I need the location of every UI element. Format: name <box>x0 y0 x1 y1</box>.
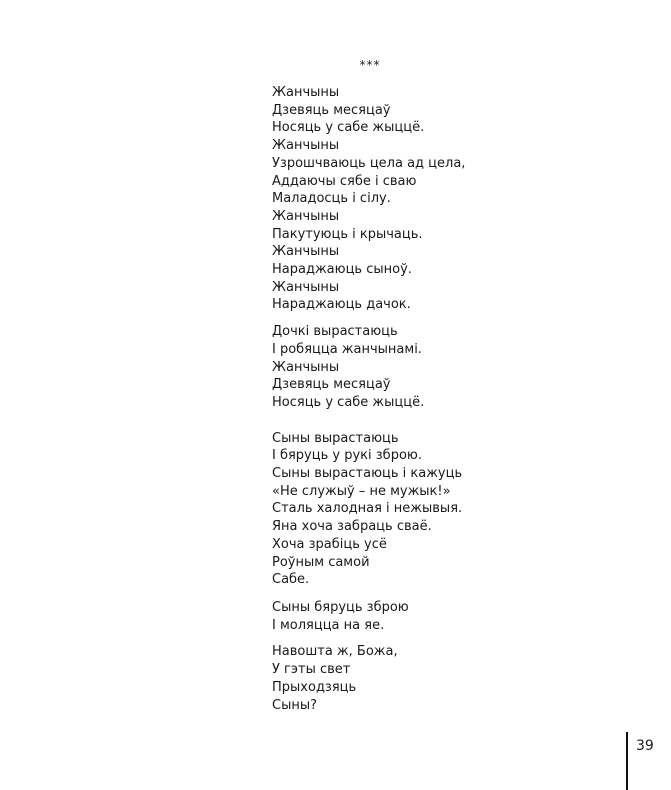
stanza-1 <box>272 84 572 314</box>
poem-line: Носяць у сабе жыццё. <box>272 394 425 410</box>
page-number-rule <box>626 732 628 790</box>
poem-line: Роўным самой <box>272 554 370 570</box>
poem-line: Сабе. <box>272 572 310 588</box>
poem-line: Нараджаюць дачок. <box>272 297 411 313</box>
poem-line: Жанчыны <box>272 138 340 154</box>
poem-line: Яна хоча забраць сваё. <box>272 519 432 535</box>
poem-line: Сыны? <box>272 697 318 713</box>
poem-line: І робяцца жанчынамі. <box>272 341 422 357</box>
poem-line: Сталь халодная і нежывыя. <box>272 501 463 517</box>
poem-line: Дзевяць месяцаў <box>272 102 391 118</box>
poem-line: І моляцца на яе. <box>272 617 385 633</box>
stanza-2 <box>272 323 572 412</box>
poem-line: Жанчыны <box>272 208 340 224</box>
poem-line: Нараджаюць сыноў. <box>272 262 412 278</box>
poem-line: Жанчыны <box>272 279 340 295</box>
poem-line: Сыны вырастаюць <box>272 430 399 446</box>
poem-line: Маладосць і сілу. <box>272 191 391 207</box>
poem-line: Жанчыны <box>272 85 340 100</box>
stanza-separator: *** <box>359 58 381 72</box>
poem-line: У гэты свет <box>272 662 351 678</box>
poem-line: Носяць у сабе жыццё. <box>272 120 425 136</box>
poem-line: Узрошчваюць цела ад цела, <box>272 155 466 171</box>
poem-line: Дзевяць месяцаў <box>272 377 391 393</box>
poem-line: Дочкі вырастаюць <box>272 324 398 340</box>
poem-line: Навошта ж, Божа, <box>272 644 398 660</box>
poem-line: Аддаючы сябе і сваю <box>272 173 417 189</box>
stanza-5 <box>272 643 572 714</box>
stanza-4 <box>272 599 572 634</box>
stanza-3 <box>272 430 572 589</box>
poem-line: Жанчыны <box>272 359 340 375</box>
page-number: 39 <box>636 738 654 754</box>
poem-line: І бяруць у рукі зброю. <box>272 448 422 464</box>
poem-line: Прыходзяць <box>272 679 357 695</box>
poem-line: Сыны бяруць зброю <box>272 599 409 615</box>
poem-line: Пакутуюць і крычаць. <box>272 226 423 242</box>
poem-line: Жанчыны <box>272 244 340 260</box>
poem-line: Сыны вырастаюць і кажуць <box>272 466 463 482</box>
poem-body <box>272 84 572 714</box>
poem-line: «Не служыў – не мужык!» <box>272 483 451 499</box>
poem-line: Хоча зрабіць усё <box>272 536 387 552</box>
